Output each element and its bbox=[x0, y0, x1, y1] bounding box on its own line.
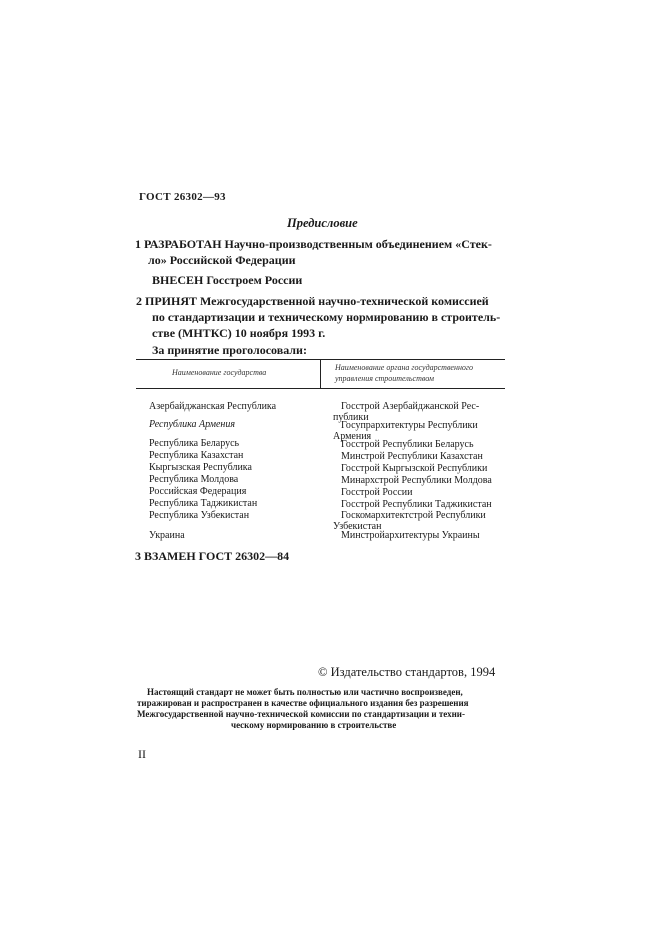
table-cell-state: Республика Таджикистан bbox=[149, 498, 258, 509]
table-cell-state: Республика Молдова bbox=[149, 474, 239, 485]
notice-line: Межгосударственной научно-технической комиссии по стандартизации и техни- bbox=[137, 709, 465, 719]
item2-line2: по стандартизации и техническому нормированию в строитель- bbox=[152, 310, 501, 324]
table-cell-body: Минархстрой Республики Молдова bbox=[341, 475, 492, 486]
table-cell-body: Госупрархитектуры Республики bbox=[341, 420, 478, 431]
table-cell-body: Госстрой Кыргызской Республики bbox=[341, 463, 488, 474]
item1-submitted: ВНЕСЕН Госстроем России bbox=[152, 273, 303, 287]
table-cell-state: Республика Казахстан bbox=[149, 450, 244, 461]
table-cell-body: Госстрой России bbox=[341, 487, 413, 498]
item1-line1: 1 РАЗРАБОТАН Научно-производственным объединением «Стек- bbox=[135, 237, 492, 251]
page-number: II bbox=[138, 747, 146, 761]
table-col1-header: Наименование государства bbox=[172, 368, 267, 377]
document-code: ГОСТ 26302—93 bbox=[139, 191, 226, 203]
table-cell-body: Госстрой Республики Таджикистан bbox=[341, 499, 492, 510]
table-cell-body: Госстрой Азербайджанской Рес- bbox=[341, 401, 480, 412]
table-cell-body: Госстрой Республики Беларусь bbox=[341, 439, 474, 450]
table-cell-body: Узбекистан bbox=[333, 521, 382, 532]
copyright: © Издательство стандартов, 1994 bbox=[318, 665, 496, 679]
preface-title: Предисловие bbox=[287, 216, 358, 230]
notice-line: ческому нормированию в строительстве bbox=[231, 720, 397, 730]
notice-line: Настоящий стандарт не может быть полностью или частично воспроизведен, bbox=[147, 687, 463, 697]
table-cell-state: Республика Беларусь bbox=[149, 438, 240, 449]
item2-line1: 2 ПРИНЯТ Межгосударственной научно-технической комиссией bbox=[136, 294, 489, 308]
table-cell-body: Минстрой Республики Казахстан bbox=[341, 451, 483, 462]
item2-line3: стве (МНТКС) 10 ноября 1993 г. bbox=[152, 326, 326, 340]
item2-line4: За принятие проголосовали: bbox=[152, 343, 307, 357]
table-cell-body: Армения bbox=[333, 431, 372, 442]
table-header-rule bbox=[136, 388, 505, 389]
table-col2-header-line2: управления строительством bbox=[335, 374, 435, 383]
notice-line: тиражирован и распространен в качестве официального издания без разрешения bbox=[137, 698, 469, 708]
table-cell-state: Республика Армения bbox=[149, 419, 236, 430]
table-col2-header-line1: Наименование органа государственного bbox=[335, 363, 474, 372]
table-header-divider bbox=[320, 359, 321, 388]
table-cell-body: публики bbox=[333, 412, 369, 423]
table-cell-state: Украина bbox=[149, 530, 185, 541]
table-cell-state: Республика Узбекистан bbox=[149, 510, 250, 521]
table-cell-body: Госкомархитектстрой Республики bbox=[341, 510, 486, 521]
table-cell-state: Азербайджанская Республика bbox=[149, 401, 277, 412]
table-cell-body: Минстройархитектуры Украины bbox=[341, 530, 480, 541]
item3-replaces: 3 ВЗАМЕН ГОСТ 26302—84 bbox=[135, 549, 290, 563]
table-cell-state: Российская Федерация bbox=[149, 486, 247, 497]
table-cell-state: Кыргызская Республика bbox=[149, 462, 252, 473]
item1-line2: ло» Российской Федерации bbox=[148, 253, 296, 267]
